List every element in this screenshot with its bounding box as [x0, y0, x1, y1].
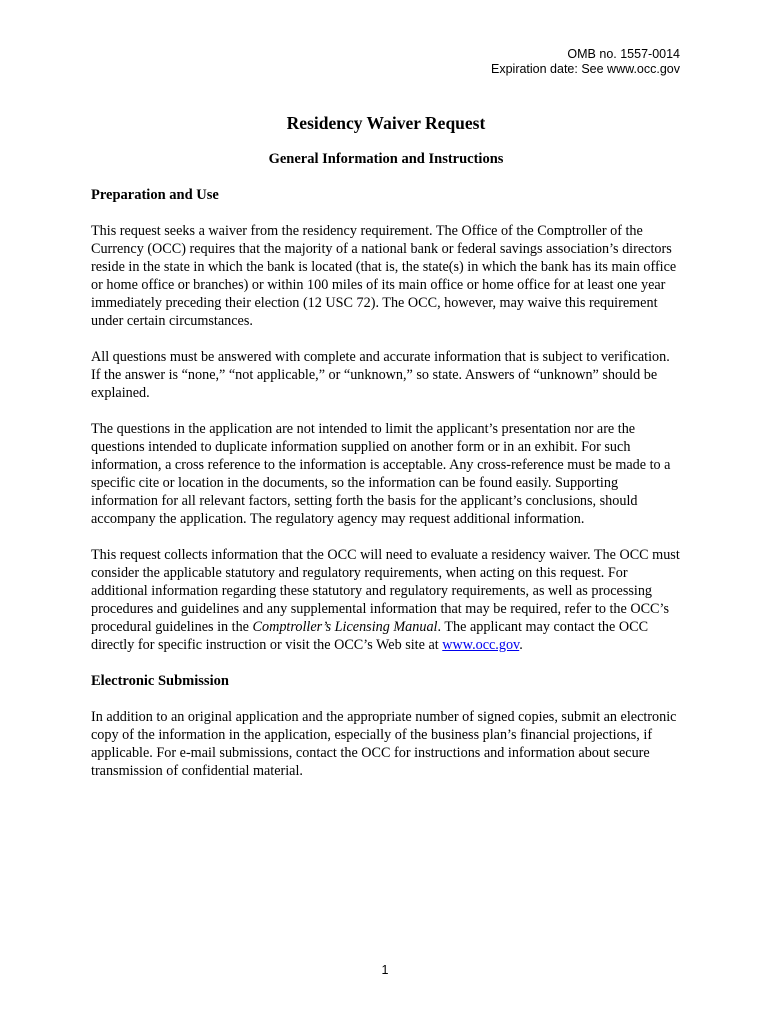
document-subtitle: General Information and Instructions	[268, 151, 504, 167]
form-header	[491, 47, 680, 77]
paragraph-cross-reference: The questions in the application are not intended to limit the applicant’s presentation nor are the questions intended to duplicate information supplied on another form or in an exhibit. For such information, a cross reference to the information is acceptable. Any cross-reference must be made to a specific cite or location in the documents, so the information can be found easily. Supporting information for all relevant factors, setting forth the basis for the applicant’s conclusions, should accompany the application. The regulatory agency may request additional information.	[91, 421, 671, 527]
paragraph-end-period: .	[519, 637, 523, 653]
document-body	[91, 112, 681, 780]
paragraph-answer-questions: All questions must be answered with complete and accurate information that is subject to verification. If the answer is “none,” “not applicable,” or “unknown,” so state. Answers of “unknown” should be explained.	[91, 349, 670, 401]
section-heading-electronic-submission: Electronic Submission	[91, 673, 229, 689]
omb-number: OMB no. 1557-0014	[567, 47, 680, 61]
paragraph-electronic-submission: In addition to an original application and the appropriate number of signed copies, submit an electronic copy of the information in the application, especially of the business plan’s financial projections, if applicable. For e-mail submissions, contact the OCC for instructions and information about secure transmission of confidential material.	[91, 709, 677, 779]
paragraph-occ-evaluation-text-2: . The applicant may contact the OCC directly for specific instruction or visit the OCC’s Web site at	[91, 619, 649, 653]
section-heading-preparation: Preparation and Use	[91, 187, 219, 203]
paragraph-residency-requirement: This request seeks a waiver from the residency requirement. The Office of the Comptroller of the Currency (OCC) requires that the majority of a national bank or federal savings association’s directors reside in the state in which the bank is located (that is, the state(s) in which the bank has its main office or home office or branches) or within 100 miles of its main office or home office for at least one year immediately preceding their election (12 USC 72). The OCC, however, may waive this requirement under certain circumstances.	[91, 223, 677, 329]
paragraph-occ-evaluation-text: This request collects information that the OCC will need to evaluate a residency waiver. The OCC must consider the applicable statutory and regulatory requirements, when acting on this request. For additional information regarding these statutory and regulatory requirements, as well as processing procedures and guidelines and any supplemental information that may be required, refer to the OCC’s procedural guidelines in the	[91, 547, 680, 635]
paragraph-occ-evaluation	[91, 546, 681, 654]
expiration-date: Expiration date: See www.occ.gov	[491, 62, 680, 76]
occ-website-link[interactable]: www.occ.gov	[442, 637, 520, 653]
document-title: Residency Waiver Request	[286, 113, 486, 133]
page-number: 1	[381, 963, 389, 977]
licensing-manual-title: Comptroller’s Licensing Manual	[252, 619, 438, 635]
